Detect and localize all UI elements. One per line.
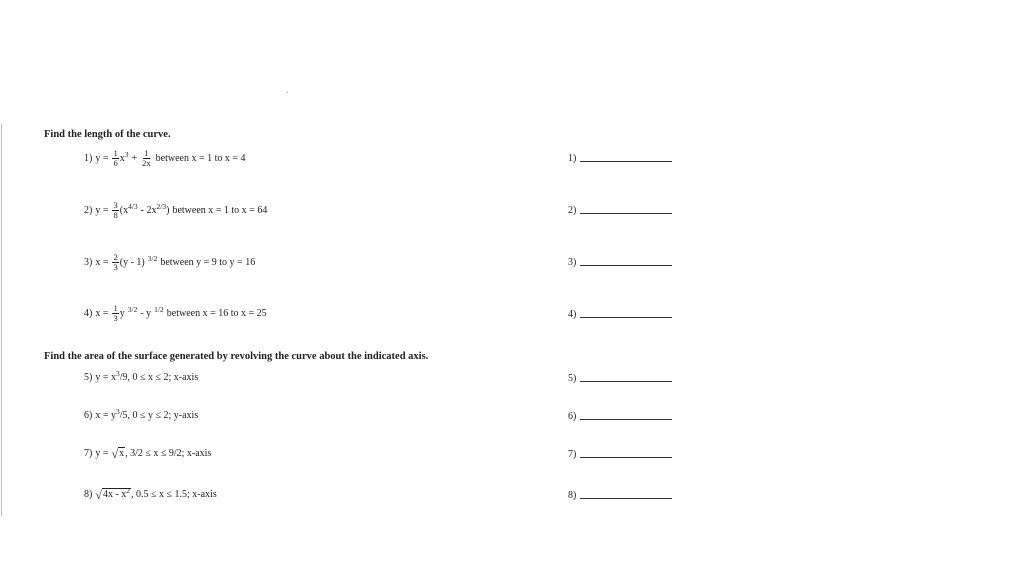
answer-blank-1[interactable]: 1)	[568, 150, 672, 164]
fraction: $\frac{3}{8}$	[113, 199, 118, 220]
problem-number: 1)	[84, 152, 93, 164]
sqrt-symbol: √ $4x - x^2$	[95, 485, 131, 502]
answer-blank-3[interactable]: 3)	[568, 254, 672, 268]
fraction: $\frac{1}{3}$	[113, 302, 118, 323]
problem-6: 6) x = y 3 /5, 0 ≤ y ≤ 2; y-axis	[84, 406, 199, 421]
answer-blank-6[interactable]: 6)	[568, 408, 672, 422]
problem-3: 3) x = $\frac{2}{3}$ (y - 1) 3/2 between y = 9 to y = 16	[84, 251, 256, 272]
problem-8: 8) √ $4x - x^2$ , 0.5 ≤ x ≤ 1.5; x-axis	[84, 485, 217, 502]
interval-text: between x = 1 to x = 4	[155, 152, 246, 164]
problem-5: 5) y = x 3 /9, 0 ≤ x ≤ 2; x-axis	[84, 368, 199, 383]
stray-dot	[287, 92, 288, 93]
problem-7: 7) y = √ x , 3/2 ≤ x ≤ 9/2; x-axis	[84, 446, 212, 461]
problem-4: 4) x = $\frac{1}{3}$ y 3/2 - y 1/2 between x = 16 to x = 25	[84, 302, 267, 323]
problem-2: 2) y = $\frac{3}{8}$ (x 4/3 - 2x 2/3 ) between x = 1 to x = 64	[84, 199, 268, 220]
fraction: $\frac{1}{2x}$	[142, 147, 151, 168]
fraction: $\frac{2}{3}$	[113, 251, 118, 272]
left-border-line	[1, 124, 2, 516]
fraction: $\frac{1}{6}$	[113, 147, 118, 168]
answer-blank-5[interactable]: 5)	[568, 370, 672, 384]
section-title-arc-length: Find the length of the curve.	[44, 129, 171, 140]
answer-blank-2[interactable]: 2)	[568, 202, 672, 216]
sqrt-symbol: √ x	[111, 446, 125, 461]
problem-1: 1) y = $\frac{1}{6}$ x 3 + $\frac{1}{2x}$ between x = 1 to x = 4	[84, 147, 246, 168]
equation-lhs: y =	[95, 152, 109, 164]
answer-blank-4[interactable]: 4)	[568, 306, 672, 320]
answer-blank-7[interactable]: 7)	[568, 446, 672, 460]
section-title-surface-area: Find the area of the surface generated by revolving the curve about the indicated axis.	[44, 351, 429, 362]
answer-blank-8[interactable]: 8)	[568, 487, 672, 501]
